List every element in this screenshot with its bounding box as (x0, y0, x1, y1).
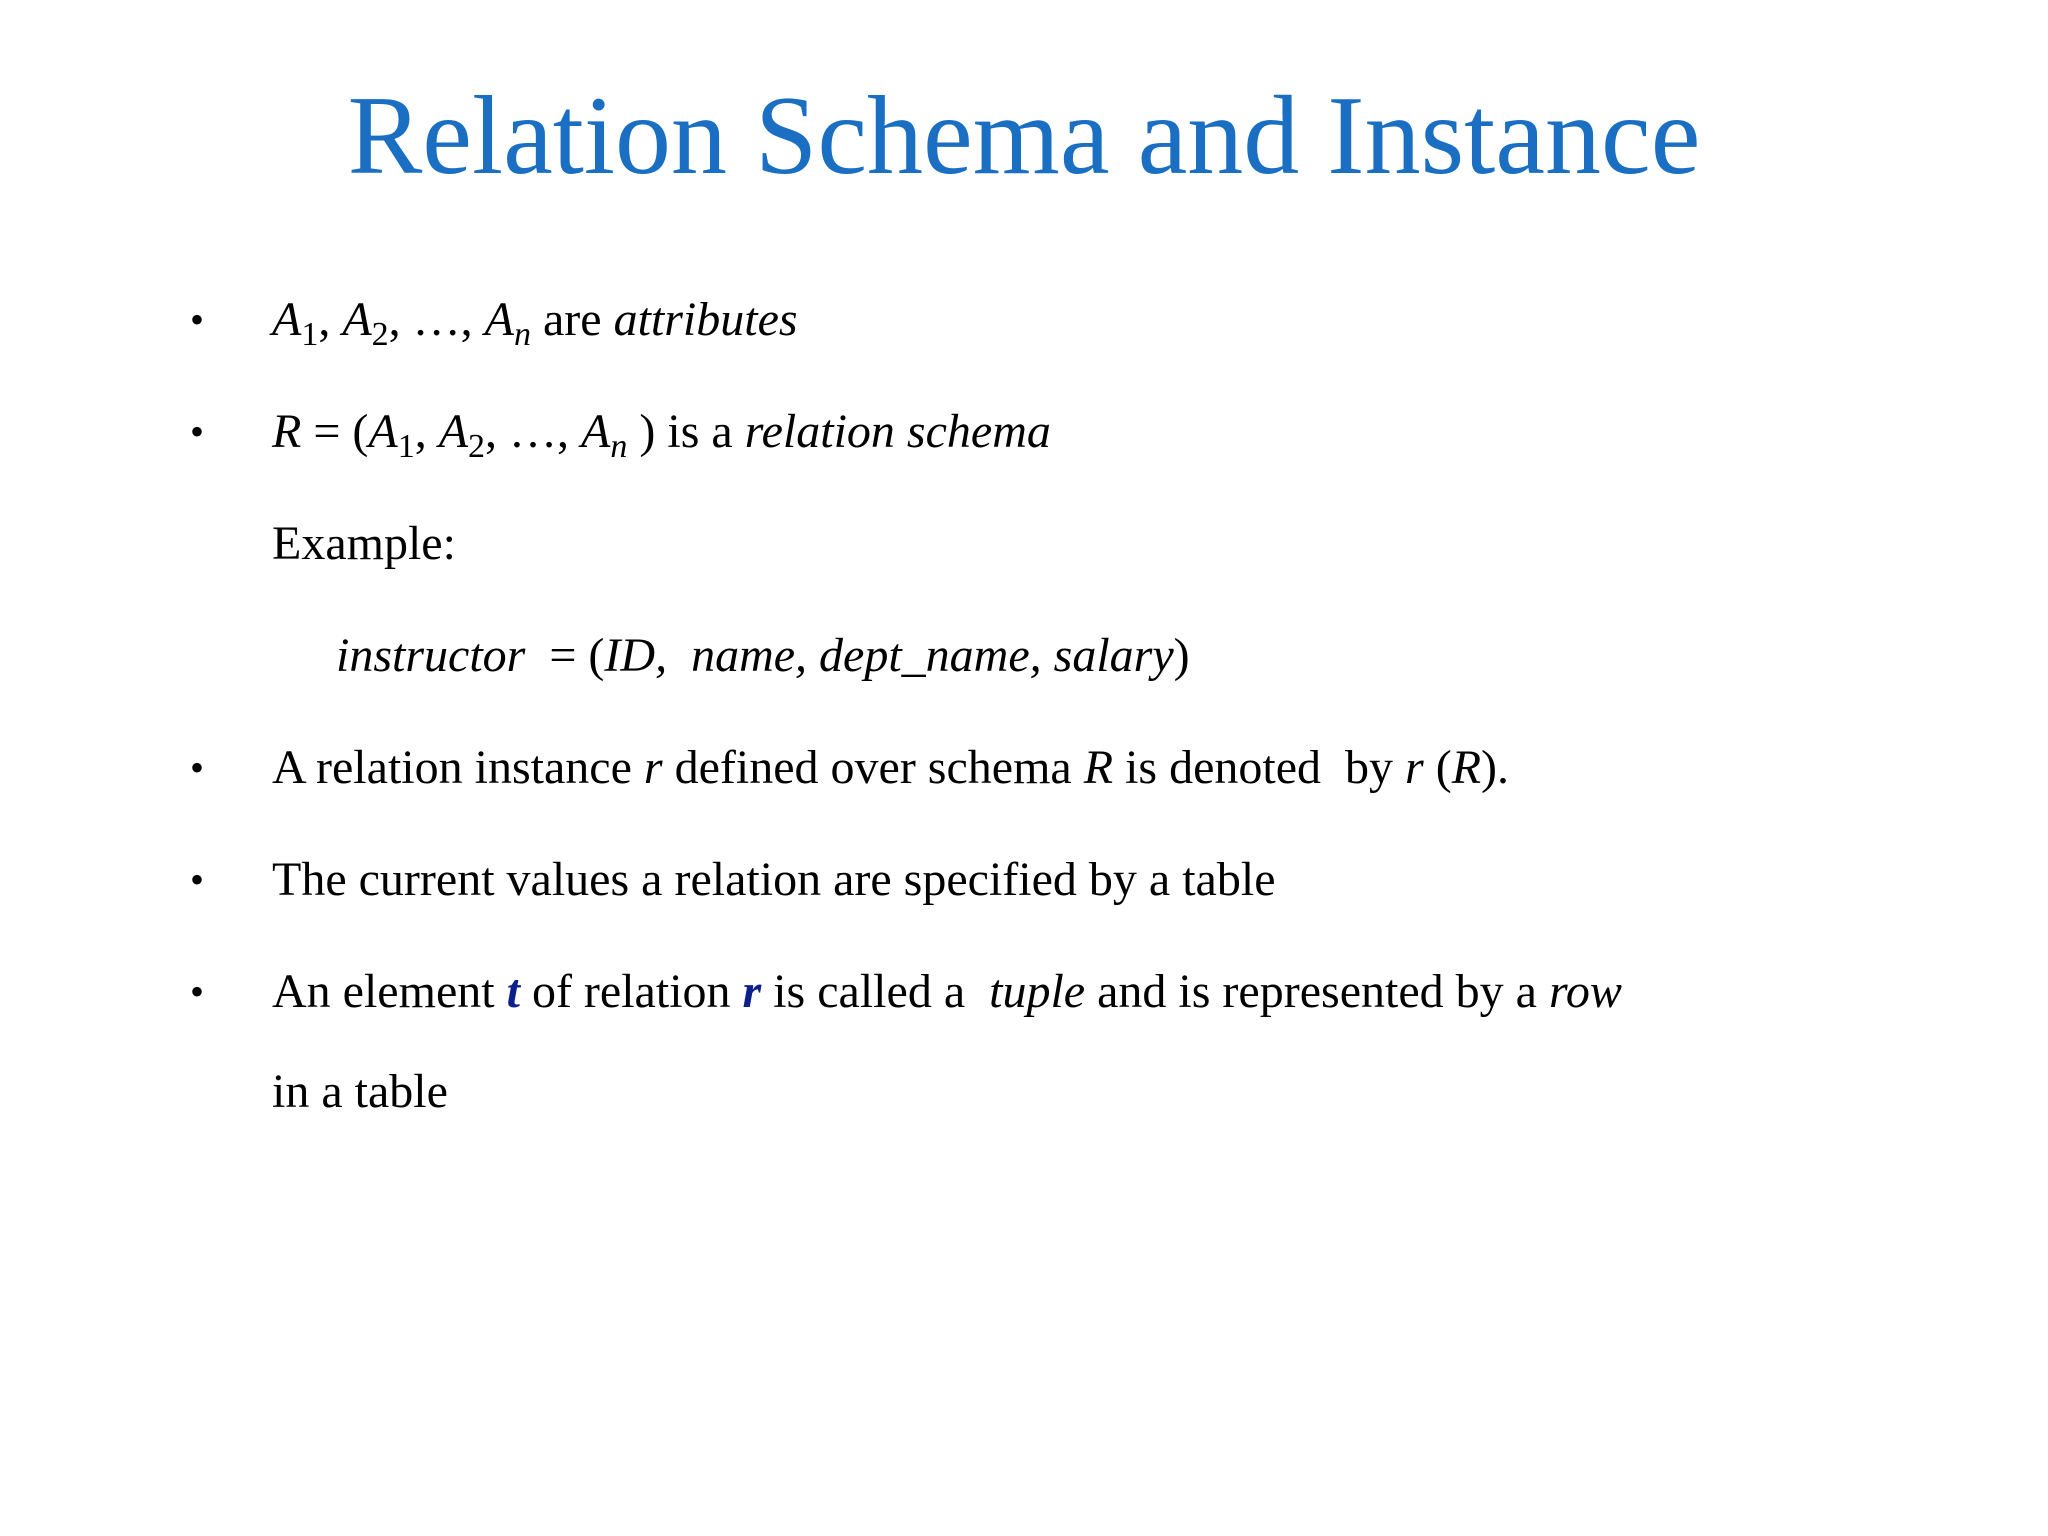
example-schema (336, 626, 1190, 686)
text: and is represented by a (1085, 965, 1549, 1018)
text: ) is a (627, 405, 745, 458)
attr-symbol: A (368, 405, 398, 458)
term-row: row (1548, 965, 1622, 1018)
text: are (530, 293, 614, 346)
slide-title: Relation Schema and Instance (347, 74, 1701, 198)
var-R: R (1083, 741, 1114, 794)
var-r: r (1405, 741, 1424, 794)
var-R: R (272, 405, 302, 458)
subscript-n (514, 316, 531, 353)
attribute-list: ID, name, dept_name, salary (604, 629, 1174, 682)
text: is denoted by (1113, 741, 1406, 794)
bullet-attributes (272, 290, 798, 353)
equals: = ( (301, 405, 369, 458)
bullet-tuple (272, 962, 1622, 1022)
example-label: Example: (272, 517, 456, 570)
bullet-relation-instance (272, 738, 1509, 798)
attr-symbol: A (438, 405, 469, 458)
equals: = ( (525, 629, 605, 682)
subscript-2: 2 (371, 316, 389, 353)
text: ( (1423, 741, 1452, 794)
subscript-n-text: n (610, 428, 628, 465)
subscript-1: 1 (301, 316, 319, 353)
attr-symbol: A (484, 293, 514, 346)
bullet-current-values: The current values a relation are specified by a table (272, 853, 1276, 906)
bullet-marker: • (190, 857, 205, 902)
close-paren: ) (1173, 629, 1190, 682)
term-attributes: attributes (613, 293, 798, 346)
subscript-2: 2 (468, 428, 486, 465)
bullet-marker: • (190, 409, 205, 454)
var-r: r (643, 741, 663, 794)
term-tuple: tuple (989, 965, 1086, 1018)
var-r: r (742, 965, 762, 1018)
relation-name: instructor (336, 629, 526, 682)
text: of relation (519, 965, 743, 1018)
attr-symbol: A (581, 405, 611, 458)
text: A relation instance (272, 741, 644, 794)
bullet-marker: • (190, 297, 205, 342)
text: is called a (761, 965, 990, 1018)
text: ). (1481, 741, 1510, 794)
attr-symbol: A (272, 293, 302, 346)
attr-symbol: A (342, 293, 372, 346)
subscript-n (610, 428, 627, 465)
bullet-relation-schema (272, 402, 1051, 465)
bullet-marker: • (190, 969, 205, 1014)
subscript-n-text: n (513, 316, 531, 353)
var-R: R (1451, 741, 1482, 794)
subscript-1: 1 (397, 428, 415, 465)
var-t: t (506, 965, 520, 1018)
text: An element (272, 965, 507, 1018)
text: defined over schema (662, 741, 1084, 794)
separator: , (318, 293, 343, 346)
bullet-tuple-continuation: in a table (272, 1065, 448, 1118)
ellipsis: , …, (388, 293, 485, 346)
separator: , (414, 405, 439, 458)
bullet-marker: • (190, 745, 205, 790)
term-relation-schema: relation schema (744, 405, 1051, 458)
ellipsis: , …, (485, 405, 582, 458)
